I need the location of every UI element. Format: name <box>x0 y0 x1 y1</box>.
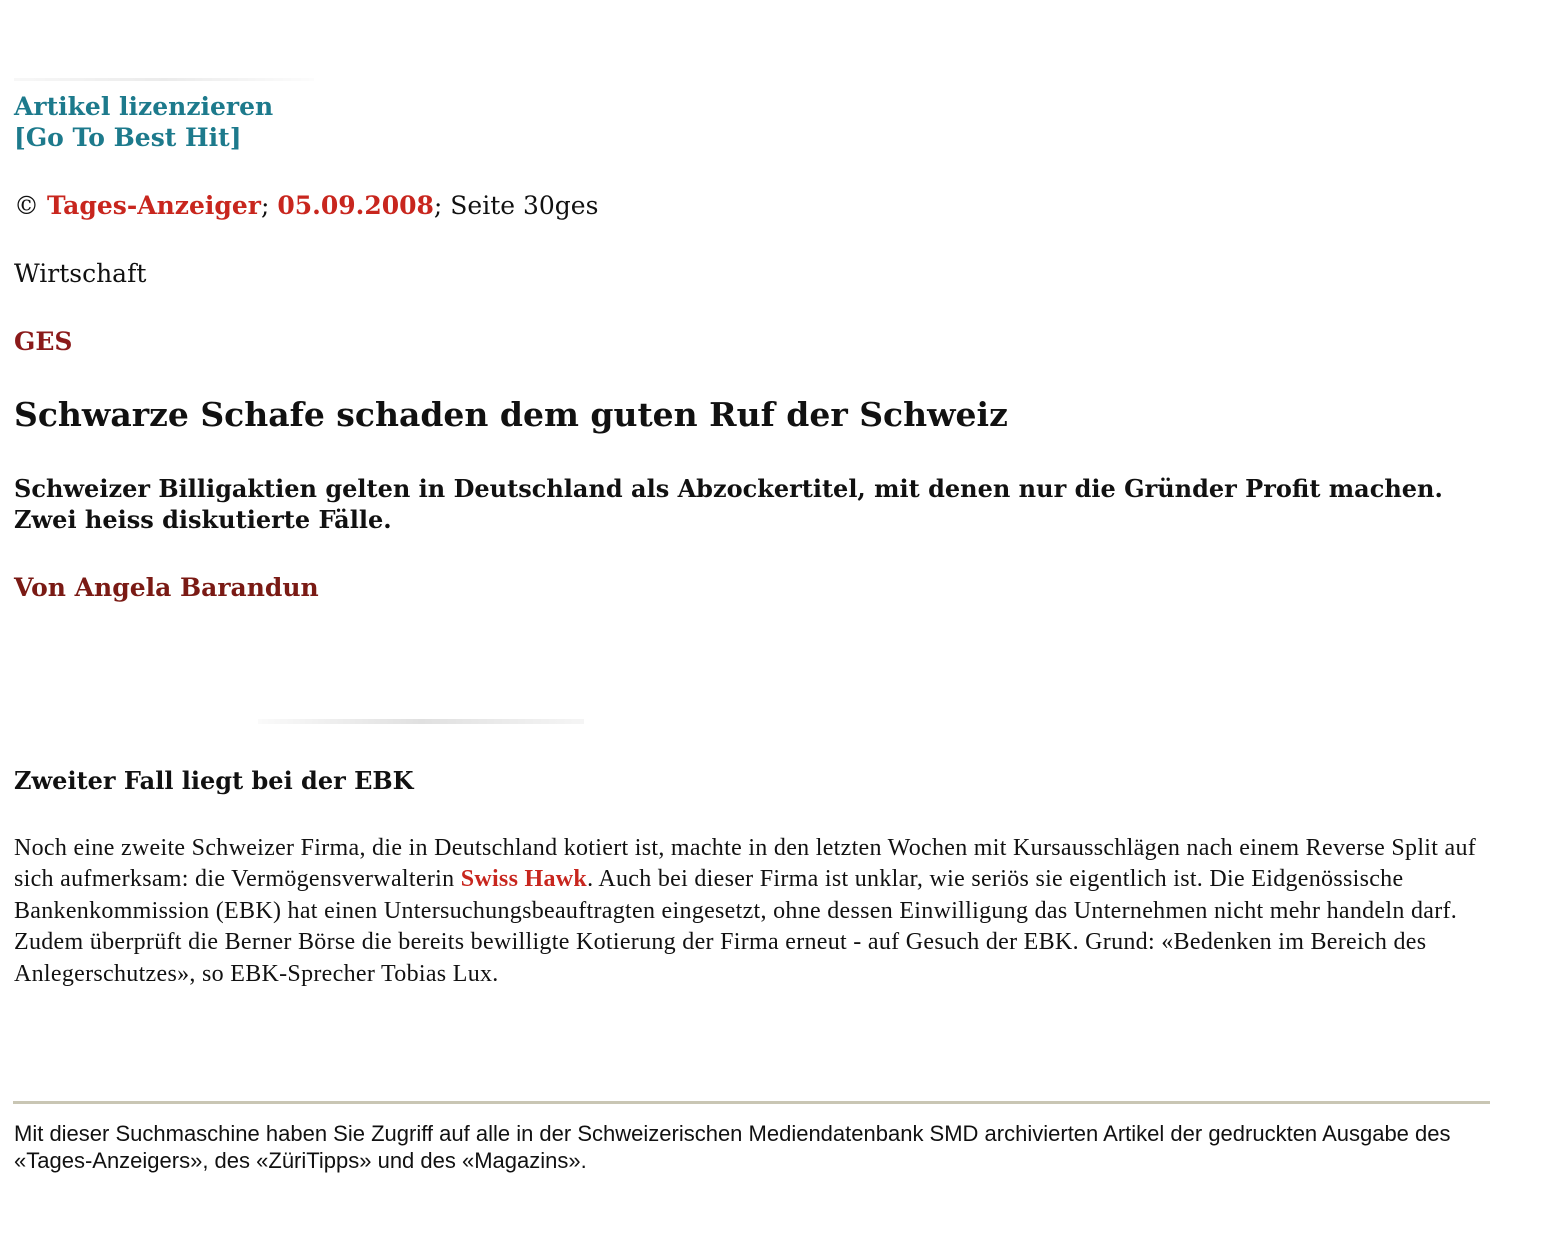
publication-date: 05.09.2008 <box>277 191 434 220</box>
article-body <box>14 833 1504 990</box>
kicker: GES <box>14 327 73 356</box>
scan-artifact <box>258 719 584 724</box>
license-article-link[interactable]: Artikel lizenzieren <box>14 92 274 121</box>
article-headline: Schwarze Schafe schaden dem guten Ruf der Schweiz <box>14 395 1008 434</box>
footer-note: Mit dieser Suchmaschine haben Sie Zugriff auf alle in der Schweizerischen Mediendatenbank SMD archivierten Artikel der gedruckten Ausgabe des «Tages-Anzeigers», des «ZüriTipps» und des «Magazins». <box>14 1121 1451 1173</box>
body-text-part2: . Auch bei dieser Firma ist unklar, wie seriös sie eigentlich ist. Die Eidgenössische Bankenkommission (EBK) hat einen Untersuchungsbeauftragten eingesetzt, ohne dessen Einwilligung das Unternehmen nicht mehr handeln darf. Zudem überprüft die Berner Börse die bereits bewilligte Kotierung der Firma erneut - auf Gesuch der EBK. Grund: «Bedenken im Bereich des Anlegerschutzes», so EBK-Sprecher Tobias Lux. <box>14 866 1458 987</box>
publication-name: Tages-Anzeiger <box>46 191 261 220</box>
scan-artifact-top <box>14 78 314 81</box>
company-name-highlight: Swiss Hawk <box>460 866 588 893</box>
byline: Von Angela Barandun <box>14 573 319 602</box>
article-subhead: Zweiter Fall liegt bei der EBK <box>14 766 414 795</box>
section-label: Wirtschaft <box>14 259 147 288</box>
source-separator: ; <box>260 191 270 220</box>
body-text-part1: Noch eine zweite Schweizer Firma, die in Deutschland kotiert ist, machte in den letzten Wochen mit Kursausschlägen nach einem Reverse Split auf sich aufmerksam: die Vermögensverwalterin <box>14 835 1477 893</box>
page-info: ; Seite 30ges <box>433 191 599 220</box>
article-lead: Schweizer Billigaktien gelten in Deutschland als Abzockertitel, mit denen nur die Gründer Profit machen. Zwei heiss diskutierte Fälle. <box>14 474 1443 534</box>
footer-divider <box>13 1101 1490 1104</box>
top-links <box>14 91 273 153</box>
source-line <box>14 190 598 221</box>
go-to-best-hit-link[interactable]: [Go To Best Hit] <box>14 123 242 152</box>
copyright-symbol: © <box>14 191 39 220</box>
